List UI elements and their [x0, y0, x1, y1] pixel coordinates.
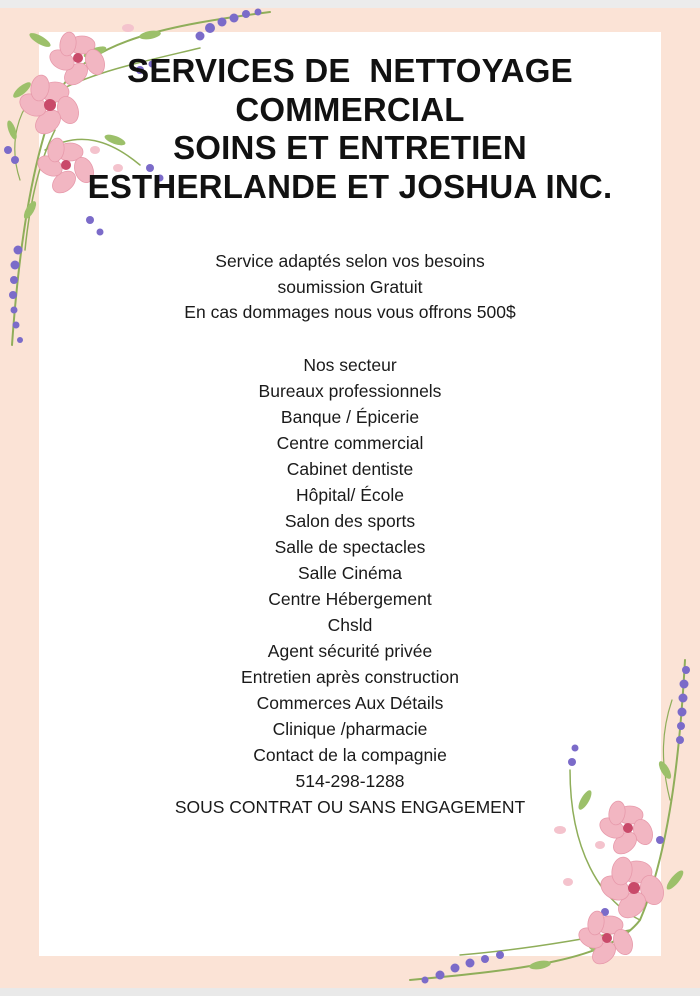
title-line: SOINS ET ENTRETIEN — [173, 129, 527, 166]
contact-phone: 514-298-1288 — [295, 771, 405, 791]
list-item: Commerces Aux Détails — [256, 693, 444, 713]
list-item: Banque / Épicerie — [280, 407, 420, 427]
contract-terms: SOUS CONTRAT OU SANS ENGAGEMENT — [174, 797, 526, 817]
list-item: Salle Cinéma — [297, 563, 403, 583]
flyer-title — [0, 52, 700, 206]
intro-line: Service adaptés selon vos besoins — [215, 251, 485, 271]
title-line: COMMERCIAL — [235, 90, 465, 128]
title-line: ESTHERLANDE ET JOSHUA INC. — [87, 167, 613, 205]
list-item: Chsld — [327, 615, 373, 635]
intro-line: soumission Gratuit — [277, 276, 423, 297]
list-item: Agent sécurité privée — [267, 641, 433, 661]
list-item: Salle de spectacles — [274, 537, 426, 557]
list-item: Centre commercial — [276, 433, 424, 453]
list-item: Bureaux professionnels — [258, 381, 442, 401]
intro-section — [0, 249, 700, 326]
list-item: Cabinet dentiste — [286, 459, 414, 479]
list-item: Salon des sports — [284, 511, 416, 531]
list-item: Clinique /pharmacie — [272, 719, 428, 739]
sectors-list — [0, 352, 700, 820]
intro-line: En cas dommages nous vous offrons 500$ — [184, 302, 516, 322]
list-item: Hôpital/ École — [296, 485, 404, 505]
list-item: Entretien après construction — [241, 667, 459, 687]
title-line: SERVICES DE NETTOYAGE — [127, 52, 573, 89]
sectors-heading: Nos secteur — [303, 355, 397, 375]
contact-label: Contact de la compagnie — [253, 745, 447, 765]
list-item: Centre Hébergement — [268, 589, 432, 609]
